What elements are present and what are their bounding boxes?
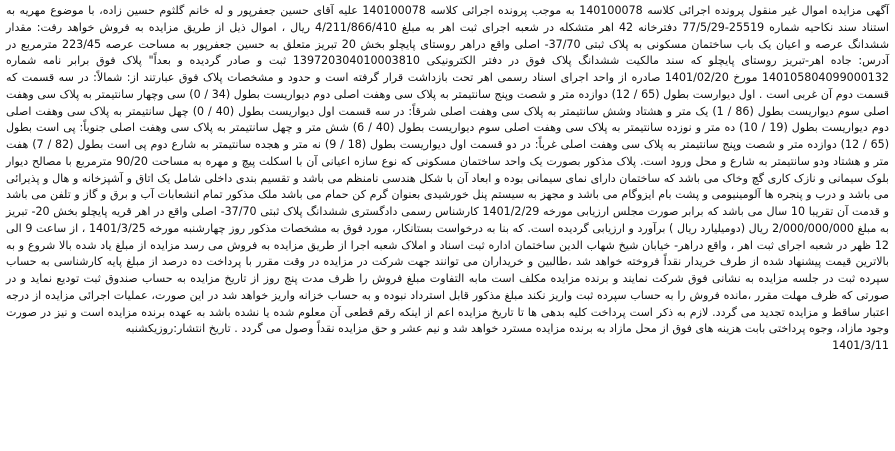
- notice-body-text: آگهی مزایده اموال غیر منقول پرونده اجرائی کلاسه 140100078 به موجب پرونده اجرائی کلاسه 140100078 علیه آقای حسین جعفرپور و له خانم گلثوم حسین زاده، با موضوع مهریه به استناد سند نکاحیه شماره 25519-77/5/29 دفترخانه 42 اهر متشکله در شعبه اجرای ثبت اهر به مبلغ 4/211/866/410 ریال ، اموال ذیل از طریق مزایده به فروش خواهد رفت: مقدار ششدانگ عرصه و اعیان یک باب ساختمان مسکونی به پلاک ثبتی 37/70- اصلی واقع دراهر روستای پایچلو بخش 20 تبریز متعلق به حسین جعفرپور به مساحت عرصه 223/45 مترمربع در آدرس: جاده اهر-تبریز روستای پایچلو که سند مالکیت ششدانگ پلاک فوق در دفتر الکترونیکی 139720304010003810 ثبت و صادر گردیده و بعداً" پلاک فوق برابر نامه شماره 140105804099000132 مورخ 1401/02/20 صادره از واحد اجرای اسناد رسمی اهر تحت بازداشت قرار گرفته است و حدود و مشخصات پلاک فوق عبارتند از: شمالاً: در سه قسمت که قسمت دوم آن غربی است . اول دیوارست بطول (65 / 12) دوازده متر و شصت وپنج سانتیمتر به پلاک سی وهفت اصلی دوم دیواریست بطول (34 / 0) سی وچهار سانتیمتر به پلاک سی وهفت اصلی سوم دیواریست بطول (86 / 1) یک متر و هشتاد وشش سانتیمتر به پلاک سی وهفت اصلی شرقاً: در سه قسمت اول دیواریست بطول (40 / 0) چهل سانتیمتر به پلاک سی وهفت اصلی دوم دیواریست بطول (19 / 10) ده متر و نوزده سانتیمتر به پلاک سی وهفت اصلی سوم دیواریست بطول (40 / 6) شش متر و چهل سانتیمتر به پلاک سی وهفت اصلی جنوباً: پی است بطول (65 / 12) دوازده متر و شصت وپنج سانتیمتر به پلاک سی وهفت اصلی غرباً: در دو قسمت اول دیواریست بطول (18 / 9) نه متر و هجده سانتیمتر به شارع دوم پی است بطول (82 / 7) هفت متر و هشتاد ودو سانتیمتر به شارع و محل ورود است. پلاک مذکور بصورت یک واحد ساختمان مسکونی که نوع سازه اعیانی آن با اسکلت پیچ و مهره به مساحت 90/20 مترمربع با مصالح دیوار بلوک سیمانی و نازک کاری گچ وخاک می باشد که ساختمان دارای نمای سیمانی بوده و ابعاد آن با شکل هندسی نامنظم می باشد و تقسیم بندی داخلی شامل یک اتاق و آشپزخانه و هال و پذیرائی می باشد و درب و پنجره ها آلومینیومی و پشت بام ایزوگام می باشد و مجهز به سیستم پنل خورشیدی بعنوان گرم کن حمام می باشد ملک مذکور تمام انشعابات آب و برق و گاز و تلفن می باشد و قدمت آن تقریبا 10 سال می باشد که برابر صورت مجلس ارزیابی مورخه 1401/2/29 کارشناس رسمی دادگستری ششدانگ پلاک ثبتی 37/70- اصلی واقع در اهر قریه پایچلو بخش 20- تبریز به مبلغ 2/000/000/000 ریال (دومیلیارد ریال ) برآورد و ارزیابی گردیده است. که بنا به درخواست بستانکار، مورد فوق به مشخصات مذکور روز چهارشنبه مورخه 1401/3/25 ، از ساعت 9 الی 12 ظهر در شعبه اجرای ثبت اهر ، واقع دراهر- خیابان شیخ شهاب الدین ساختمان اداره ثبت اسناد و املاک شعبه اجرا از طریق مزایده به فروش می رسد مزایده از مبلغ یاد شده بالا شروع و به بالاترین قیمت پیشنهاد شده از طرف خریدار نقداً فروخته خواهد شد ،طالبین و خریداران می توانند جهت شرکت در مزایده در وقت مقرر با پرداخت ده درصد از مبلغ پایه کارشناسی به حساب سپرده ثبت در جلسه مزایده به نشانی فوق شرکت نمایند و برنده مزایده مکلف است مابه التفاوت مبلغ فروش را ظرف مدت پنج روز از تاریخ مزایده به حساب صندوق ثبت تودیع نماید و در صورتی که ظرف مهلت مقرر ،مانده فروش را به حساب سپرده ثبت واریز نکند مبلغ مذکور قابل استرداد نبوده و به حساب خزانه واریز خواهد شد در این صورت، عملیات اجرائی مزایده از درجه اعتبار ساقط و مزایده تجدید می گردد. لازم به ذکر است پرداخت کلیه بدهی ها تا تاریخ مزایده اعم از اینکه رقم قطعی آن معلوم شده یا نشده باشد به عهده برنده مزایده است و نیز در صورت وجود مازاد، وجوه پرداختی بابت هزینه های فوق از محل مازاد به برنده مزایده مسترد خواهد شد و نیم عشر و حق مزایده نقداً وصول می گردد . تاریخ انتشار:روزیکشنبه: [6, 4, 890, 336]
- publication-date: 1401/3/11: [832, 339, 889, 352]
